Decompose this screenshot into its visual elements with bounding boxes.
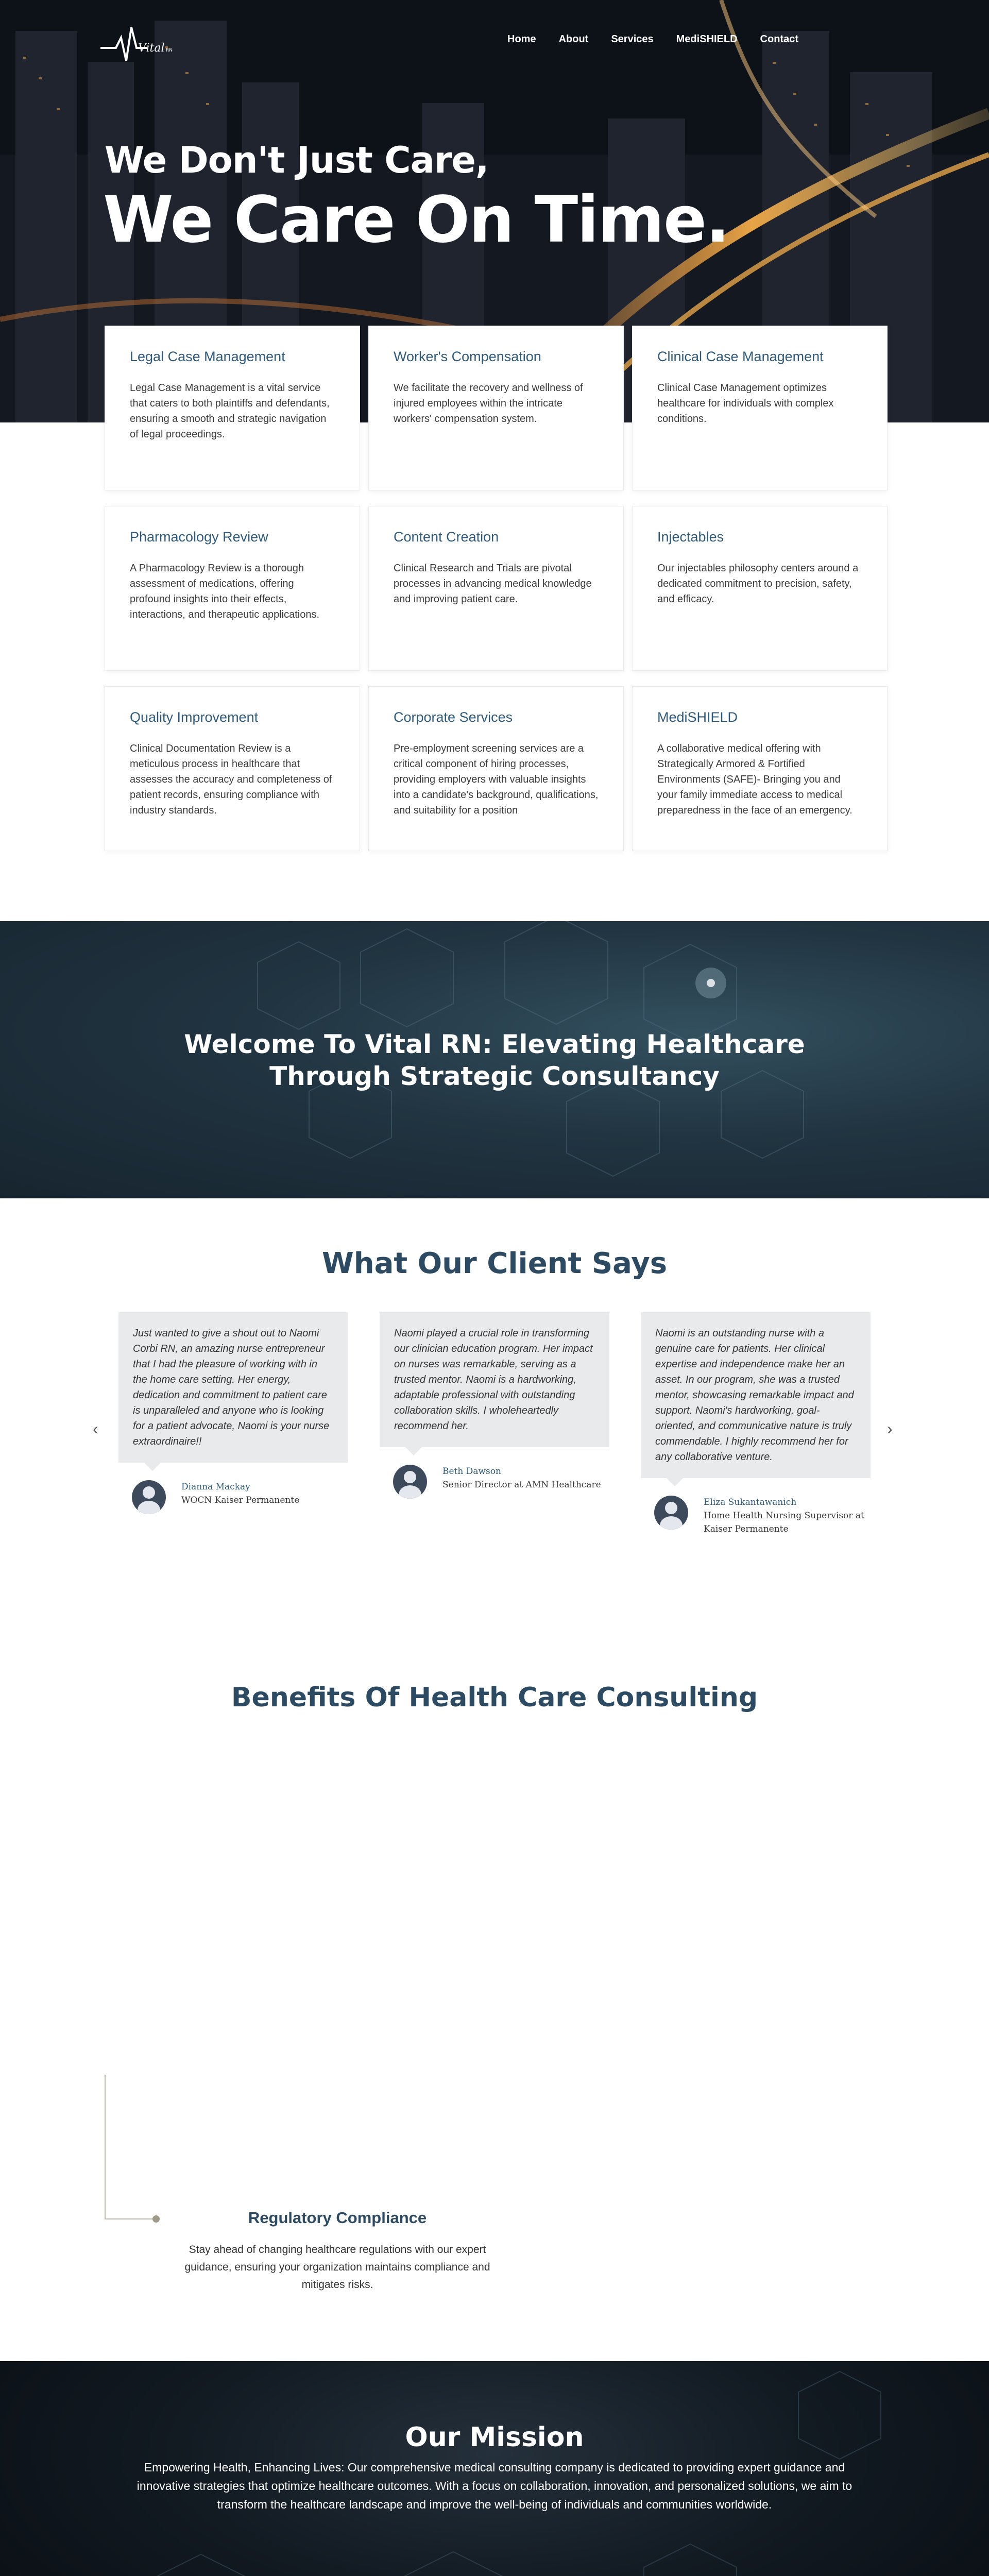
testimonial-card [380,1312,609,1499]
author-role: Senior Director at AMN Healthcare [442,1480,601,1490]
hero-headline: We Care On Time. [103,183,729,257]
avatar-icon [654,1496,688,1530]
avatar-icon [132,1480,166,1514]
testimonials-title: What Our Client Says [321,1247,668,1280]
service-card-injectables[interactable] [632,506,888,671]
services-section [105,326,884,851]
author-name: Dianna Mackay [181,1482,250,1492]
service-text: A Pharmacology Review is a thorough assessment of medications, offering profound insights into their effects, interactions, and therapeutic applications. [130,563,320,620]
testimonial-quote: Naomi played a crucial role in transforming our clinician education program. Her impact on nurses was remarkable, serving as a trusted mentor. Naomi is a hardworking, adaptable professional with outstanding collaboration skills. I wholeheartedly recommend her. [380,1312,609,1447]
service-text: Legal Case Management is a vital service that caters to both plaintiffs and defendants, ensuring a smooth and strategic navigation of legal proceedings. [130,382,330,440]
benefits-title: Benefits Of Health Care Consulting [231,1682,758,1713]
service-title: Corporate Services [394,709,513,725]
service-text: Clinical Case Management optimizes healthcare for individuals with complex conditions. [657,382,834,425]
testimonial-quote: Naomi is an outstanding nurse with a genuine care for patients. Her clinical expertise and independence make her an asset. In our program, she was a trusted mentor, showcasing remarkable impact and support. Naomi's hardworking, goal-oriented, and communicative nature is truly commendable. I highly recommend her for any collaborative venture. [641,1312,871,1478]
hero-subheadline: We Don't Just Care, [105,139,489,181]
benefit-title: Regulatory Compliance [248,2209,427,2227]
service-card-clinical-case-management[interactable] [632,326,888,490]
nav-menu [507,33,821,45]
service-title: Pharmacology Review [130,529,268,545]
service-card-workers-compensation[interactable] [368,326,624,490]
service-card-content-creation[interactable] [368,506,624,671]
nav-about[interactable]: About [558,33,589,45]
nav-services[interactable]: Services [611,33,654,45]
author-role: Home Health Nursing Supervisor at Kaiser Permanente [704,1511,864,1534]
service-title: Content Creation [394,529,499,545]
service-text: We facilitate the recovery and wellness of injured employees within the intricate workers' compensation system. [394,382,583,425]
testimonial-card [118,1312,348,1514]
author-name: Eliza Sukantawanich [704,1497,797,1507]
service-text: Clinical Documentation Review is a meticulous process in healthcare that assesses the accuracy and completeness of patient records, ensuring compliance with industry standards. [130,743,332,816]
author-name: Beth Dawson [442,1466,501,1477]
service-title: Legal Case Management [130,349,285,364]
testimonial-card [641,1312,871,1536]
carousel-next-arrow[interactable]: › [887,1419,893,1438]
nav-home[interactable]: Home [507,33,536,45]
welcome-banner [0,921,989,1198]
service-card-legal-case-management[interactable] [105,326,360,490]
service-title: MediSHIELD [657,709,738,725]
service-title: Injectables [657,529,724,545]
service-title: Quality Improvement [130,709,259,725]
author-role: WOCN Kaiser Permanente [181,1495,300,1505]
service-card-medishield[interactable] [632,686,888,851]
service-text: Pre-employment screening services are a critical component of hiring processes, providing employers with valuable insights into a candidate's background, qualifications, and suitability for a position [394,743,599,816]
mission-section [0,2361,989,2576]
vital-rn-logo[interactable] [98,20,180,66]
service-text: Our injectables philosophy centers around a dedicated commitment to precision, safety, and efficacy. [657,563,859,605]
nav-contact[interactable]: Contact [760,33,798,45]
welcome-title: Welcome To Vital RN: Elevating Healthcare Through Strategic Consultancy [184,1029,805,1091]
benefit-text: Stay ahead of changing healthcare regulations with our expert guidance, ensuring your organization maintains compliance and mitigates risks. [184,2244,490,2291]
testimonial-author [380,1465,609,1499]
timeline-line [105,2075,106,2219]
service-title: Worker's Compensation [394,349,541,364]
svg-text:RN: RN [166,48,173,53]
service-text: Clinical Research and Trials are pivotal processes in advancing medical knowledge and improving patient care. [394,563,592,605]
navbar [0,15,989,67]
service-card-quality-improvement[interactable] [105,686,360,851]
timeline-connector [105,2218,156,2219]
mission-title: Our Mission [405,2422,584,2453]
service-title: Clinical Case Management [657,349,824,364]
mission-text: Empowering Health, Enhancing Lives: Our comprehensive medical consulting company is dedicated to providing expert guidance and innovative strategies that optimize healthcare outcomes. With a focus on collaboration, innovation, and personalized solutions, we aim to transform the healthcare landscape and improve the well-being of individuals and communities worldwide. [137,2461,852,2511]
nav-medishield[interactable]: MediSHIELD [676,33,738,45]
testimonial-author [641,1496,871,1536]
svg-text:Vital: Vital [138,42,165,55]
testimonial-quote: Just wanted to give a shout out to Naomi Corbi RN, an amazing nurse entrepreneur that I had the pleasure of working with in the home care setting. Her energy, dedication and commitment to patient care is unparalleled and anyone who is looking for a patient advocate, Naomi is your nurse extraordinaire!! [118,1312,348,1463]
service-text: A collaborative medical offering with Strategically Armored & Fortified Environments (SAFE)- Bringing you and your family immediate access to medical preparedness in the face of an emergency. [657,743,852,816]
avatar-icon [393,1465,427,1499]
service-card-corporate-services[interactable] [368,686,624,851]
service-card-pharmacology-review[interactable] [105,506,360,671]
testimonial-author [118,1480,348,1514]
carousel-prev-arrow[interactable]: ‹ [93,1419,98,1438]
